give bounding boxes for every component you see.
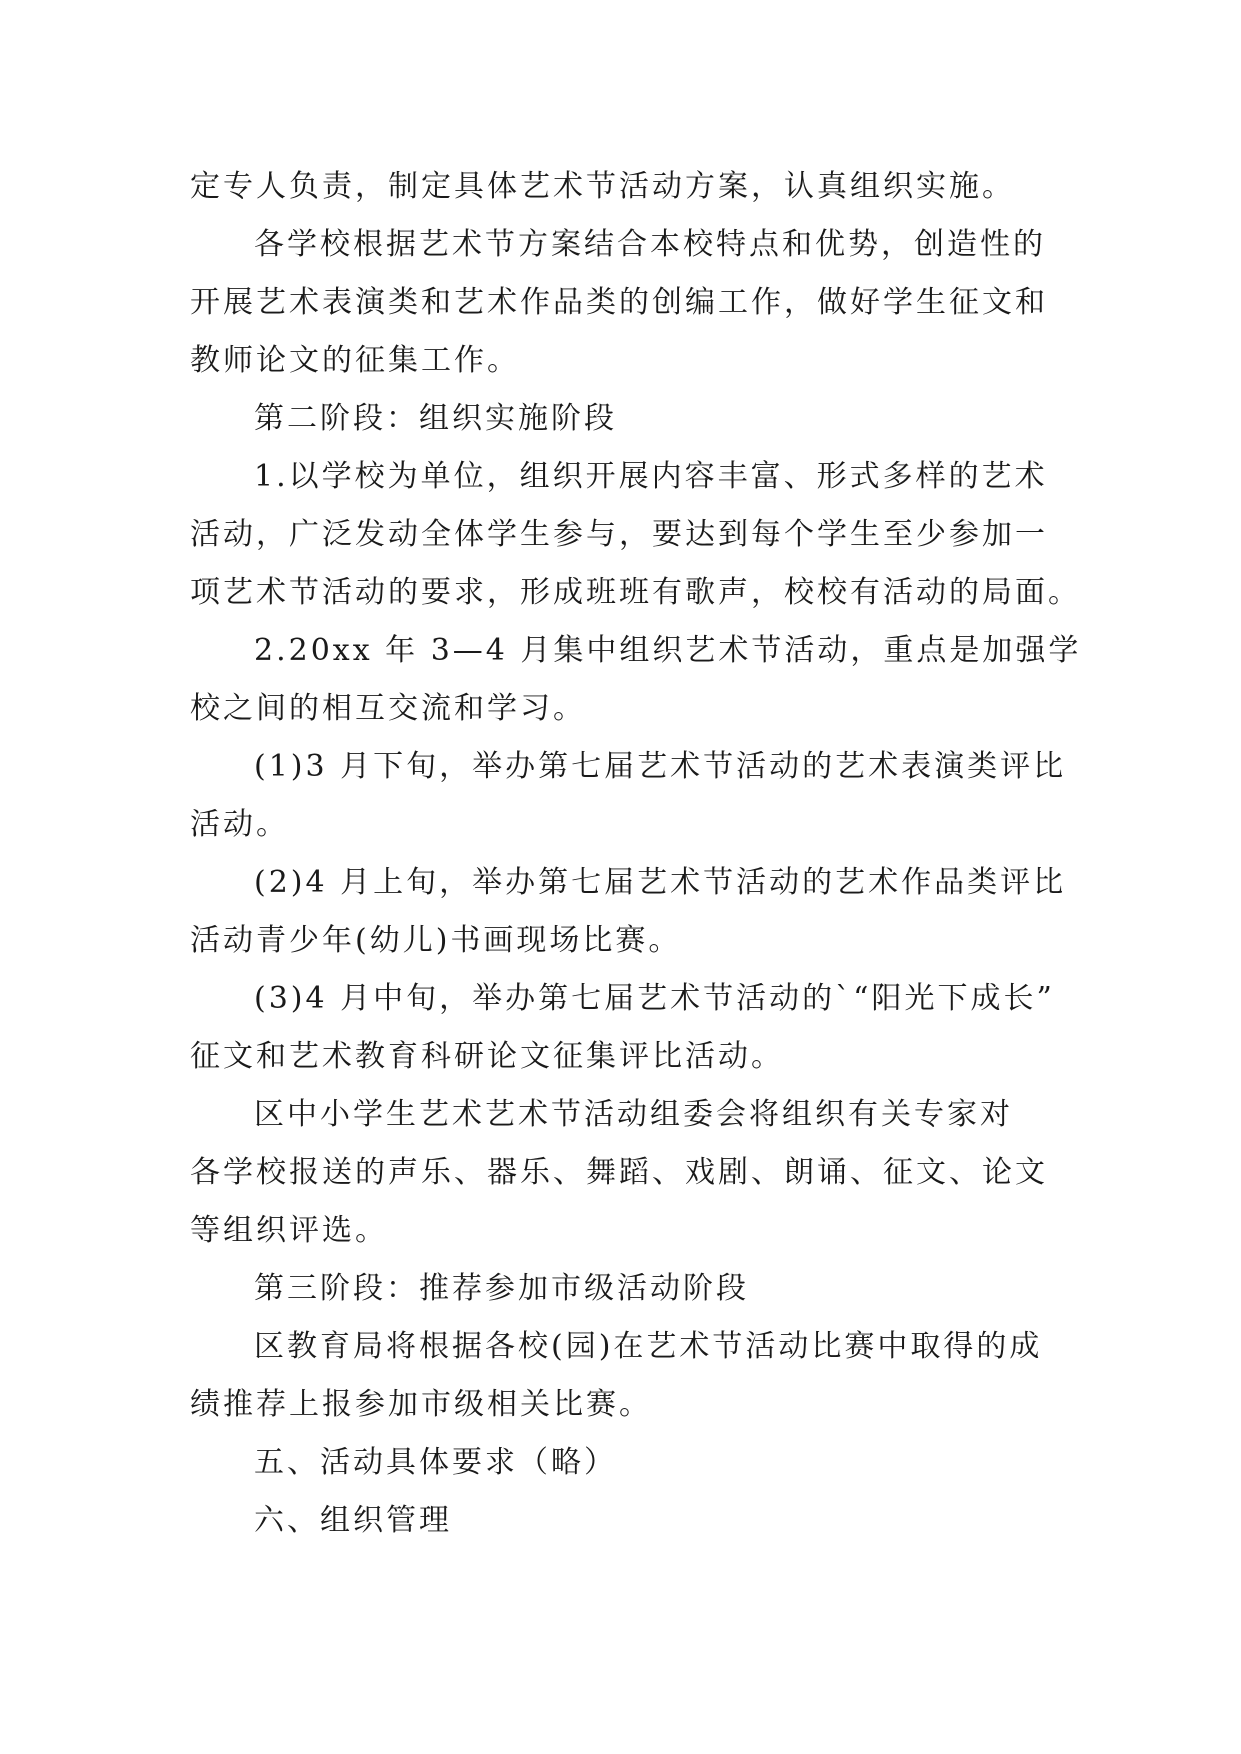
text-line: 项艺术节活动的要求，形成班班有歌声，校校有活动的局面。 (190, 575, 1081, 610)
text-line: 绩推荐上报参加市级相关比赛。 (190, 1387, 652, 1422)
paragraph-start-line: 1.以学校为单位，组织开展内容丰富、形式多样的艺术 (254, 459, 1048, 494)
section-heading-stage-three: 第三阶段：推荐参加市级活动阶段 (254, 1271, 749, 1306)
text-line: 等组织评选。 (190, 1213, 388, 1248)
document-body (190, 158, 1082, 1550)
text-line: 教师论文的征集工作。 (190, 343, 520, 378)
text-line: 活动。 (190, 807, 289, 842)
section-heading-stage-two: 第二阶段：组织实施阶段 (254, 401, 617, 436)
text-line: 征文和艺术教育科研论文征集评比活动。 (190, 1039, 784, 1074)
text-line: 各学校报送的声乐、器乐、舞蹈、戏剧、朗诵、征文、论文 (190, 1155, 1048, 1190)
text-line: 开展艺术表演类和艺术作品类的创编工作，做好学生征文和 (190, 285, 1048, 320)
paragraph-start-line: 各学校根据艺术节方案结合本校特点和优势，创造性的 (254, 227, 1046, 262)
text-line: 校之间的相互交流和学习。 (190, 691, 586, 726)
paragraph-start-line: 区中小学生艺术艺术节活动组委会将组织有关专家对 (254, 1097, 1013, 1132)
paragraph-start-line: (2)4 月上旬，举办第七届艺术节活动的艺术作品类评比 (254, 865, 1067, 900)
paragraph-start-line: (3)4 月中旬，举办第七届艺术节活动的`“阳光下成长” (254, 981, 1055, 1016)
text-line: 活动青少年(幼儿)书画现场比赛。 (190, 923, 682, 958)
paragraph-start-line: (1)3 月下旬，举办第七届艺术节活动的艺术表演类评比 (254, 749, 1067, 784)
text-line: 活动，广泛发动全体学生参与，要达到每个学生至少参加一 (190, 517, 1048, 552)
text-line: 定专人负责，制定具体艺术节活动方案，认真组织实施。 (190, 169, 1015, 204)
section-heading-six: 六、组织管理 (254, 1503, 452, 1538)
paragraph-start-line: 区教育局将根据各校(园)在艺术节活动比赛中取得的成 (254, 1329, 1043, 1364)
paragraph-start-line: 2.20xx 年 3—4 月集中组织艺术节活动，重点是加强学 (254, 633, 1082, 668)
section-heading-five: 五、活动具体要求（略） (254, 1445, 617, 1480)
